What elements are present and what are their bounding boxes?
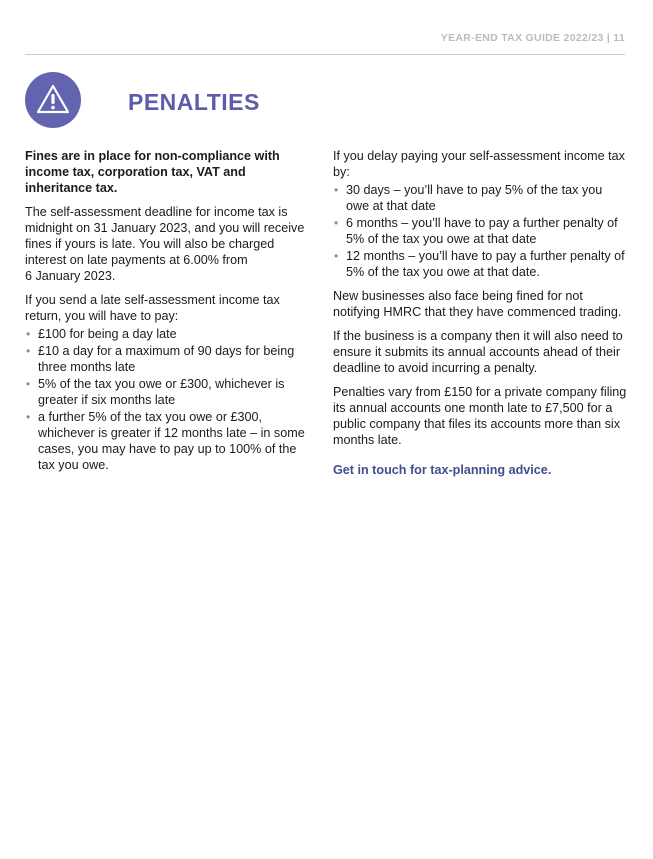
bullet-icon: • — [26, 410, 31, 424]
list-item — [25, 376, 315, 408]
new-business-paragraph: New businesses also face being fined for not notifying HMRC that they have commenced trading. — [333, 289, 622, 319]
right-column — [333, 148, 628, 486]
delay-paragraph: If you delay paying your self-assessment income tax by: — [333, 149, 625, 179]
bullet-icon: • — [334, 249, 339, 263]
contact-link[interactable]: Get in touch for tax-planning advice. — [333, 463, 552, 477]
list-item-text: 5% of the tax you owe or £300, whichever is greater if six months late — [38, 377, 285, 407]
bullet-icon: • — [26, 344, 31, 358]
section-badge — [25, 72, 81, 128]
warning-triangle-icon — [33, 80, 73, 120]
list-item-text: 30 days – you’ll have to pay 5% of the tax you owe at that date — [346, 183, 603, 213]
bullet-icon: • — [334, 216, 339, 230]
delay-list — [333, 182, 628, 280]
list-item-text: 6 months – you’ll have to pay a further penalty of 5% of the tax you owe at that date — [346, 216, 618, 246]
list-item — [25, 343, 315, 375]
list-item — [25, 326, 315, 342]
list-item-text: £10 a day for a maximum of 90 days for being three months late — [38, 344, 295, 374]
company-paragraph: If the business is a company then it will also need to ensure it submits its annual accounts ahead of their deadline to avoid incurring a penalty. — [333, 329, 623, 375]
bullet-icon: • — [26, 327, 31, 341]
list-item-text: 12 months – you’ll have to pay a further penalty of 5% of the tax you owe at that date. — [346, 249, 625, 279]
late-return-list — [25, 326, 315, 473]
deadline-paragraph — [25, 204, 315, 284]
bullet-icon: • — [334, 183, 339, 197]
lead-paragraph: Fines are in place for non-compliance with income tax, corporation tax, VAT and inheritance tax. — [25, 149, 280, 195]
page-title: PENALTIES — [128, 89, 260, 115]
deadline-text: The self-assessment deadline for income tax is midnight on 31 January 2023, and you will receive fines if yours is late. You will also be charged interest on late payments at 6.00% from — [25, 205, 305, 267]
list-item — [25, 409, 315, 473]
list-item — [333, 182, 628, 214]
list-item-text: £100 for being a day late — [38, 327, 177, 341]
list-item — [333, 215, 628, 247]
list-item — [333, 248, 628, 280]
header-divider — [25, 54, 625, 55]
list-item-text: a further 5% of the tax you owe or £300, whichever is greater if 12 months late – in some cases, you may have to pay up to 100% of the tax you owe. — [38, 410, 305, 472]
left-column — [25, 148, 315, 481]
late-return-paragraph: If you send a late self-assessment income tax return, you will have to pay: — [25, 293, 280, 323]
bullet-icon: • — [26, 377, 31, 391]
running-header: YEAR-END TAX GUIDE 2022/23 | 11 — [440, 32, 625, 44]
deadline-date-text: 6 January 2023. — [25, 269, 116, 283]
penalty-range-paragraph: Penalties vary from £150 for a private company filing its annual accounts one month late to £7,500 for a public company that files its accounts more than six months late. — [333, 385, 627, 447]
